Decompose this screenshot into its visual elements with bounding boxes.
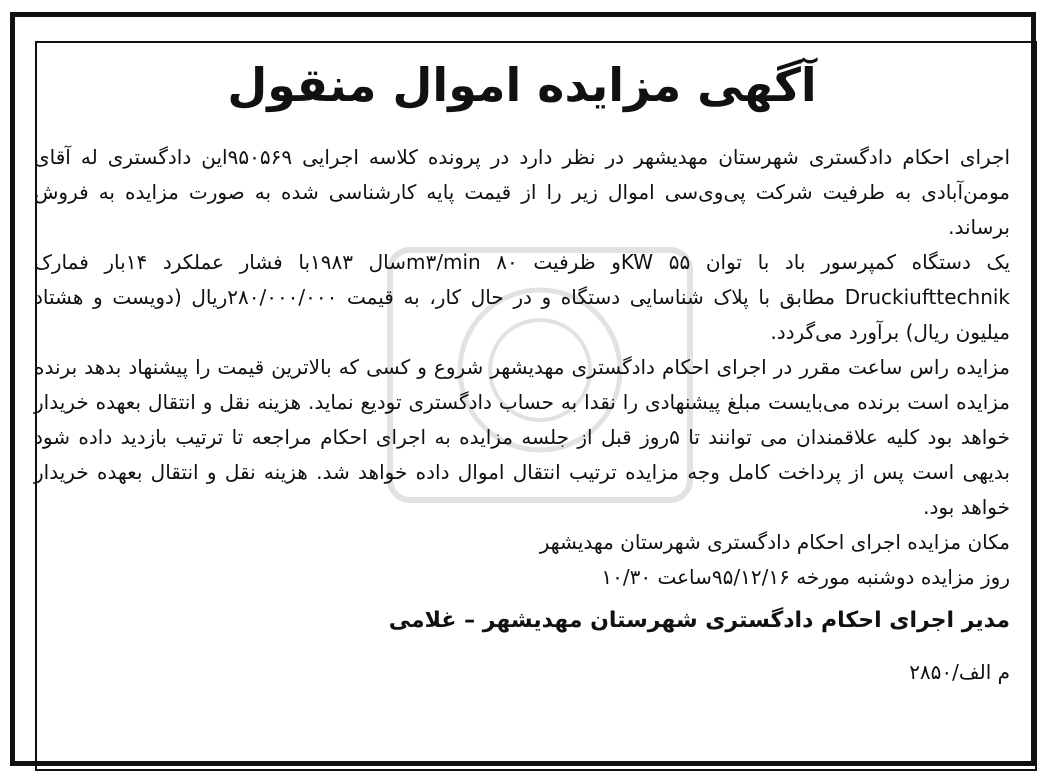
paragraph-intro: اجرای احکام دادگستری شهرستان مهدیشهر در نظر دارد در پرونده کلاسه اجرایی ۹۵۰۵۶۹این دادگستری له آقای مومن‌آبادی به طرفیت شرکت پی‌وی‌سی اموال زیر را از قیمت پایه کارشناسی شده به صورت مزایده به فروش برساند. xyxy=(34,145,1010,239)
location-line: مکان مزایده اجرای احکام دادگستری شهرستان مهدیشهر xyxy=(539,530,1010,554)
date-line: روز مزایده دوشنبه مورخه ۹۵/۱۲/۱۶ساعت ۱۰/۳۰ xyxy=(601,565,1010,589)
notice xyxy=(34,40,1010,689)
signature: مدیر اجرای احکام دادگستری شهرستان مهدیشهر – غلامی xyxy=(388,608,1010,633)
notice-title: آگهی مزایده اموال منقول xyxy=(227,58,817,112)
notice-body xyxy=(34,140,1010,595)
paragraph-terms: مزایده راس ساعت مقرر در اجرای احکام دادگستری مهدیشهر شروع و کسی که بالاترین قیمت را پیشنهاد بدهد برنده مزایده است برنده می‌بایست مبلغ پیشنهادی را نقدا به حساب دادگستری تودیع نماید. هزینه نقل و انتقال بعهده خریدار خواهد بود کلیه علاقمندان می توانند تا ۵روز قبل از جلسه مزایده به اجرای احکام مراجعه تا ترتیب بازدید داده شود بدیهی است پس از پرداخت کامل وجه مزایده ترتیب انتقال اموال داده خواهد شد. هزینه نقل و انتقال بعهده خریدار خواهد بود. xyxy=(34,355,1011,519)
reference-code: م الف/۲۸۵۰ xyxy=(909,660,1010,684)
paragraph-item: یک دستگاه کمپرسور باد با توان KW ۵۵و ظرفیت m۳/min ۸۰سال ۱۹۸۳با فشار عملکرد ۱۴بار فمارک Druckiufttechnik مطابق با پلاک شناسایی دستگاه و در حال کار، به قیمت ۲۸۰/۰۰۰/۰۰۰ریال (دویست و هشتاد میلیون ریال) برآورد می‌گردد. xyxy=(34,250,1011,344)
